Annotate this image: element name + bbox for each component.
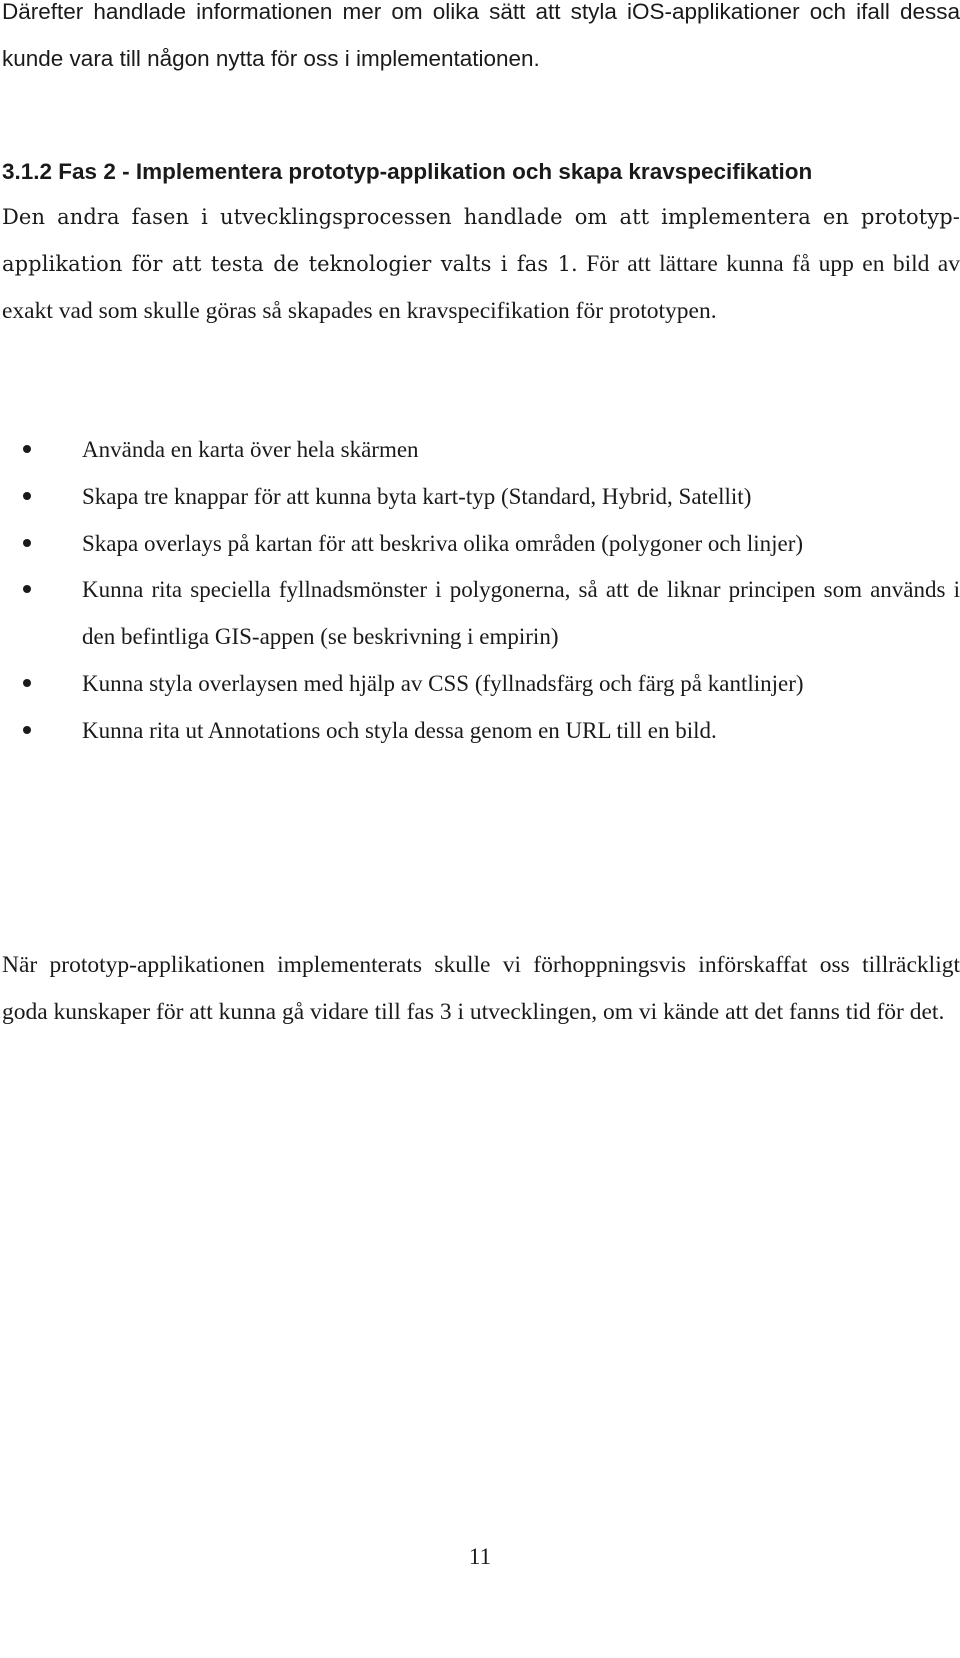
list-item-text: Använda en karta över hela skärmen	[82, 437, 419, 462]
section-paragraph-part2: För att lättare kunna få upp en bild av exakt vad som skulle göras så skapades en kravspecifikation för prototypen.	[2, 251, 960, 324]
list-item-text: Kunna styla overlaysen med hjälp av CSS (fyllnadsfärg och färg på kantlinjer)	[82, 670, 804, 696]
section-heading: 3.1.2 Fas 2 - Implementera prototyp-applikation och skapa kravspecifikation	[2, 159, 813, 184]
list-item	[0, 567, 960, 661]
bullet-icon	[23, 679, 31, 687]
list-item	[0, 427, 960, 474]
bullet-icon	[23, 492, 31, 500]
requirements-list	[0, 427, 960, 755]
bullet-icon	[23, 539, 31, 547]
closing-paragraph: När prototyp-applikationen implementerats skulle vi förhoppningsvis införskaffat oss tillräckligt goda kunskaper för att kunna gå vidare till fas 3 i utvecklingen, om vi kände att det fanns tid för det.	[2, 952, 960, 1025]
list-item-text: Skapa overlays på kartan för att beskriva olika områden (polygoner och linjer)	[82, 530, 804, 556]
bullet-icon	[23, 585, 31, 593]
bullet-icon	[23, 445, 31, 453]
list-item	[0, 521, 960, 568]
list-item	[0, 661, 960, 708]
bullet-icon	[23, 726, 31, 734]
list-item	[0, 708, 960, 755]
page-number: 11	[468, 1544, 492, 1569]
list-item	[0, 474, 960, 521]
section-paragraph-part1: Den andra fasen i utvecklingsprocessen handlade om att implementera en prototyp-applikation för att testa de teknologier valts i fas 1.	[2, 205, 960, 276]
list-item-text: Kunna rita speciella fyllnadsmönster i polygonerna, så att de liknar principen som används i den befintliga GIS-appen (se beskrivning i empirin)	[82, 577, 960, 650]
intro-paragraph: Därefter handlade informationen mer om olika sätt att styla iOS-applikationer och ifall dessa kunde vara till någon nytta för oss i implementationen.	[2, 0, 960, 71]
section-paragraph	[2, 194, 960, 335]
list-item-text: Kunna rita ut Annotations och styla dessa genom en URL till en bild.	[82, 717, 717, 743]
list-item-text: Skapa tre knappar för att kunna byta kart-typ (Standard, Hybrid, Satellit)	[82, 483, 752, 509]
